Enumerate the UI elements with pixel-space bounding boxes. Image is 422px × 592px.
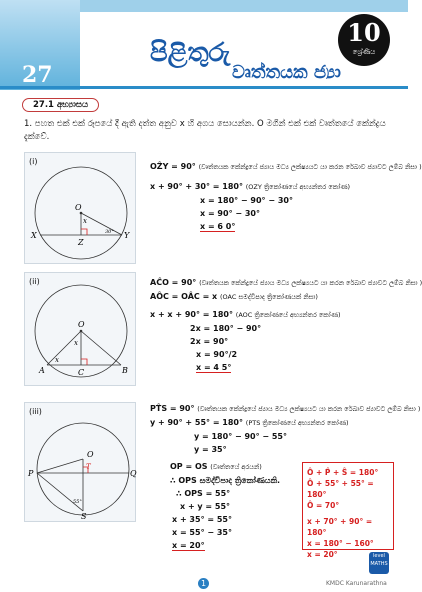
alt-line: x = 180° − 160° (307, 539, 374, 548)
angle-30: 30° (105, 229, 114, 235)
center-point (80, 212, 83, 215)
section-heading: 27.1 අභ්‍යාසය (22, 98, 99, 112)
alt-line: Ô + P̂ + Ŝ = 180° (307, 468, 379, 477)
chapter-number: 27 (22, 62, 53, 88)
alt-line: x = 20° (307, 550, 338, 559)
center-point (80, 330, 83, 333)
alt-line: Ô + 55° + 55° = 180° (307, 479, 374, 499)
solution-line: y = 180° − 90° − 55° (194, 432, 287, 441)
solution-line: 2x = 90° (190, 337, 229, 346)
solution-line: x + 90° + 30° = 180° (OZY ත්‍රිකෝණයේ අභ්‍යන්තර කෝණ) (150, 182, 351, 191)
solution-line: ∴ OPS = 55° (176, 489, 231, 498)
grade-badge (338, 14, 390, 66)
level-maths-logo: level MATHS (369, 552, 389, 574)
page-number: 1 (198, 578, 209, 589)
figure-panel-iii (24, 402, 136, 522)
point-q: Q (130, 469, 137, 478)
circle-figure-iii (25, 403, 135, 521)
circle-figure-i (25, 153, 135, 263)
header-divider (0, 86, 408, 89)
solution-line: ∴ OPS සමද්විපාද ත්‍රිකෝණයකි. (170, 476, 281, 485)
solution-line: 2x = 180° − 90° (190, 324, 262, 333)
alt-line: Ô = 70° (307, 501, 340, 510)
answer-iii: x = 20° (172, 541, 205, 550)
point-o: O (75, 203, 82, 212)
point-a: A (39, 366, 45, 375)
page-title: පිළිතුරු (150, 38, 231, 68)
solution-line: x = 90° − 30° (200, 209, 260, 218)
answer-ii: x = 4 5° (196, 363, 232, 372)
point-y: Y (124, 231, 130, 240)
solution-line: OẐY = 90° (වෘත්තයක කේන්ද්‍රයේ ජ්‍යාය මධ්‍ය ලක්ෂ්‍යයට යා කරන රේඛාව ජ්‍යාවට ලම්බ නිසා ) (150, 162, 422, 171)
point-c: C (78, 368, 85, 377)
point-s: S (81, 512, 87, 521)
solution-line: x = 55° − 35° (172, 528, 232, 537)
angle-x: x (83, 217, 87, 225)
right-angle-mark (81, 359, 87, 365)
figure-panel-ii (24, 272, 136, 386)
header-bar (80, 0, 408, 12)
point-x: X (31, 231, 37, 240)
point-b: B (122, 366, 128, 375)
answer-i: x = 6 0° (200, 222, 236, 231)
solution-line: x + x + 90° = 180° (AOC ත්‍රිකෝණයේ අභ්‍යන්තර කෝණ) (150, 310, 341, 319)
grade-label: ශ්‍රේණිය (352, 48, 376, 56)
solution-line: x + y = 55° (180, 502, 231, 511)
segment-po (37, 459, 83, 473)
point-o: O (87, 450, 94, 459)
solution-line: y + 90° + 55° = 180° (PTS ත්‍රිකෝණයේ අභ්‍යන්තර කෝණ) (150, 418, 349, 427)
point-t: T (86, 463, 91, 471)
alternative-solution-box (302, 462, 394, 559)
alt-line: x + 70° + 90° = 180° (307, 517, 373, 537)
solution-line: x = 90°/2 (196, 350, 238, 359)
point-p: P (28, 469, 34, 478)
author-credit: KMDC Karunarathna (326, 580, 387, 587)
right-angle-mark (81, 229, 87, 235)
figure-panel-i (24, 152, 136, 264)
angle-x-top: x (74, 339, 78, 347)
page-header (0, 0, 408, 90)
point-z: Z (78, 238, 84, 247)
solution-line: OP = OS (වෘත්තයේ අරයන්) (170, 462, 262, 471)
problem-label: (ii) (29, 277, 40, 286)
chord-ps (37, 473, 83, 511)
angle-55: 55° (73, 499, 82, 505)
solution-line: x = 180° − 90° − 30° (200, 196, 293, 205)
grade-number: 10 (347, 18, 381, 47)
solution-line: y = 35° (194, 445, 227, 454)
point-o: O (78, 320, 85, 329)
solution-ii (150, 276, 422, 374)
solution-line: x + 35° = 55° (172, 515, 232, 524)
solution-line: AĈO = 90° (වෘත්තයක කේන්ද්‍රයේ ජ්‍යාය මධ්‍ය ලක්ෂ්‍යයට යා කරන රේඛාව ජ්‍යාවට ලම්බ නිසා ) (150, 278, 422, 287)
segment-oa (47, 331, 81, 365)
problem-label: (i) (29, 157, 38, 166)
circle-figure-ii (25, 273, 135, 385)
angle-x-base: x (55, 356, 59, 364)
page-subtitle: වෘත්තයක ජ්‍යා (232, 62, 341, 83)
solution-line: PT̂S = 90° (වෘත්තයක කේන්ද්‍රයේ ජ්‍යාය මධ්‍ය ලක්ෂ්‍යයට යා කරන රේඛාව ජ්‍යාවට ලම්බ නිසා ) (150, 404, 421, 413)
solution-i (150, 160, 422, 233)
instruction-text: 1. පහත එක් එක් රූපයේ දී ඇති දත්ත අනුව x හි අගය සොයන්න. O මගින් එක් එක් වෘත්තයේ කේන්ද්‍රය දැක්වේ. (24, 119, 386, 142)
solution-line: AÔC = OÂC = x (OAC සමද්විපාද ත්‍රිකෝණයක් නිසා) (150, 292, 318, 301)
problem-label: (iii) (29, 407, 42, 416)
